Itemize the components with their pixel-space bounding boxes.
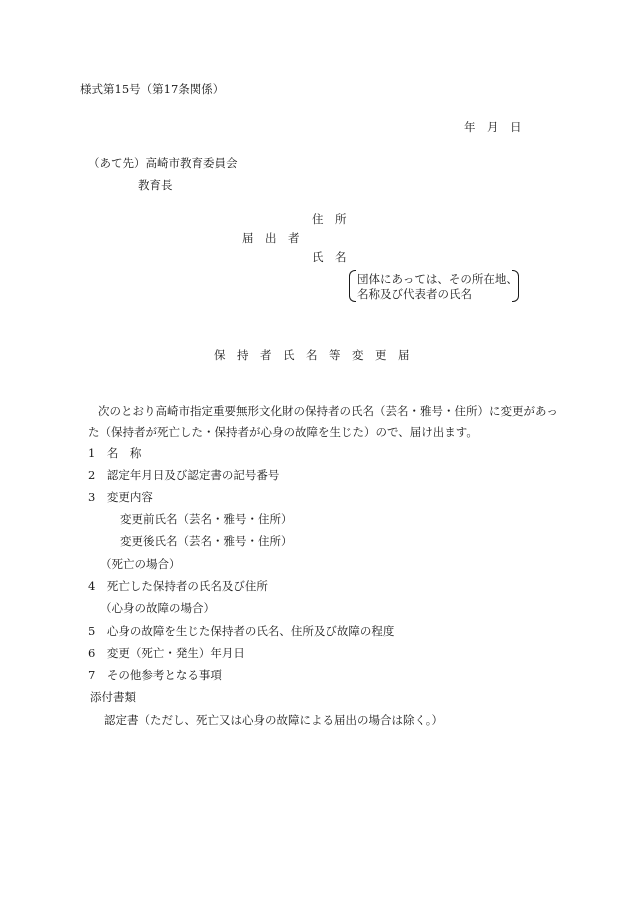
body-line1: 次のとおり高崎市指定重要無形文化財の保持者の氏名（芸名・雅号・住所）に変更があっ (98, 404, 558, 418)
item-2-certification: 2 認定年月日及び認定書の記号番号 (88, 468, 280, 482)
item-3-before-name: 変更前氏名（芸名・雅号・住所） (120, 512, 293, 526)
item-4-deceased: 4 死亡した保持者の氏名及び住所 (88, 579, 268, 593)
addressee-line1: （あて先）高崎市教育委員会 (88, 156, 238, 170)
date-line: 年 月 日 (464, 120, 522, 134)
item-6-change-date: 6 変更（死亡・発生）年月日 (88, 646, 245, 660)
attachments-heading: 添付書類 (90, 690, 136, 704)
item-5-disability: 5 心身の故障を生じた保持者の氏名、住所及び故障の程度 (88, 624, 395, 638)
disability-case-label: （心身の故障の場合） (100, 601, 215, 615)
left-bracket (349, 270, 356, 302)
document-title: 保 持 者 氏 名 等 変 更 届 (214, 348, 410, 362)
item-1-name: 1 名 称 (88, 446, 142, 460)
name-label: 氏 名 (312, 250, 347, 264)
item-7-other: 7 その他参考となる事項 (88, 668, 222, 682)
death-case-label: （死亡の場合） (100, 557, 181, 571)
item-3-change-content: 3 変更内容 (88, 490, 153, 504)
address-label: 住 所 (312, 212, 347, 226)
organization-note-line1: 団体にあっては、その所在地、 (357, 272, 518, 286)
addressee-line2: 教育長 (138, 178, 173, 192)
item-3-after-name: 変更後氏名（芸名・雅号・住所） (120, 534, 293, 548)
organization-note-line2: 名称及び代表者の氏名 (357, 287, 472, 301)
body-line2: た（保持者が死亡した・保持者が心身の故障を生じた）ので、届け出ます。 (88, 425, 478, 439)
form-header: 様式第15号（第17条関係） (80, 82, 225, 96)
notifier-label: 届 出 者 (242, 231, 300, 245)
attachments-content: 認定書（ただし、死亡又は心身の故障による届出の場合は除く。） (104, 713, 444, 727)
